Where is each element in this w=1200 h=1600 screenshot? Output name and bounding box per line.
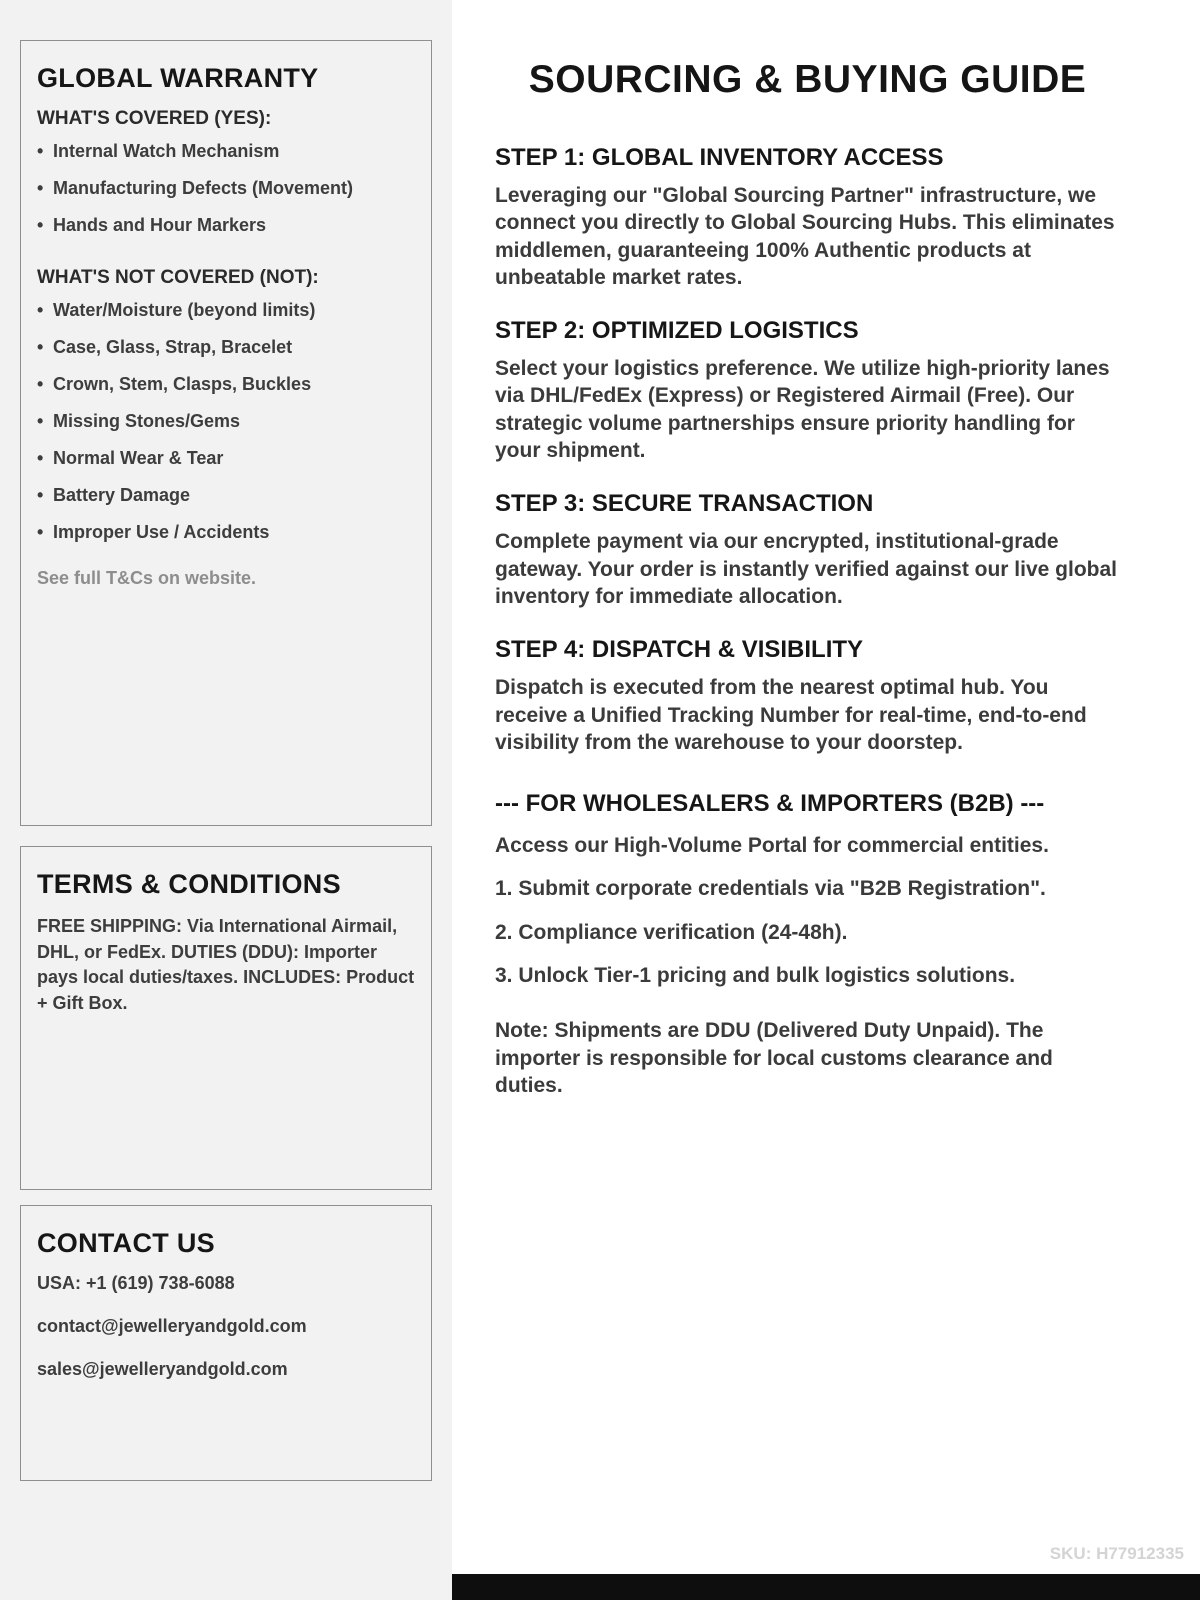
list-item: • Hands and Hour Markers bbox=[37, 214, 415, 237]
b2b-intro: Access our High-Volume Portal for commercial entities. bbox=[495, 834, 1049, 858]
contact-panel bbox=[20, 1205, 432, 1481]
b2b-heading: --- FOR WHOLESALERS & IMPORTERS (B2B) --- bbox=[495, 790, 1045, 818]
warranty-footnote: See full T&Cs on website. bbox=[37, 568, 257, 589]
warranty-not-covered-list bbox=[37, 299, 415, 544]
b2b-note: Note: Shipments are DDU (Delivered Duty Unpaid). The importer is responsible for local customs clearance and duties. bbox=[495, 1019, 1053, 1097]
step-1-body: Leveraging our "Global Sourcing Partner" infrastructure, we connect you directly to Global Sourcing Hubs. This eliminates middlemen, guaranteeing 100% Authentic products at unbeatable market rates. bbox=[495, 184, 1115, 289]
list-item: • Internal Watch Mechanism bbox=[37, 140, 415, 163]
sidebar bbox=[0, 0, 452, 1600]
warranty-covered-heading: WHAT'S COVERED (YES): bbox=[37, 108, 272, 129]
step-4-heading: STEP 4: DISPATCH & VISIBILITY bbox=[495, 636, 864, 664]
list-item: • Missing Stones/Gems bbox=[37, 410, 415, 433]
step-3-heading: STEP 3: SECURE TRANSACTION bbox=[495, 490, 874, 518]
list-item: • Improper Use / Accidents bbox=[37, 521, 415, 544]
terms-title: TERMS & CONDITIONS bbox=[37, 869, 341, 899]
list-item: • Crown, Stem, Clasps, Buckles bbox=[37, 373, 415, 396]
terms-panel bbox=[20, 846, 432, 1190]
sku-label: SKU: H77912335 bbox=[1049, 1544, 1184, 1563]
warranty-title: GLOBAL WARRANTY bbox=[37, 63, 319, 93]
step-2-section bbox=[495, 317, 1120, 464]
sales-email: sales@jewelleryandgold.com bbox=[37, 1359, 288, 1379]
warranty-covered-list bbox=[37, 140, 415, 237]
warranty-panel bbox=[20, 40, 432, 826]
step-4-section bbox=[495, 636, 1120, 756]
step-4-body: Dispatch is executed from the nearest optimal hub. You receive a Unified Tracking Number for real-time, end-to-end visibility from the warehouse to your doorstep. bbox=[495, 676, 1087, 754]
step-2-heading: STEP 2: OPTIMIZED LOGISTICS bbox=[495, 317, 859, 345]
step-3-section bbox=[495, 490, 1120, 610]
terms-body: FREE SHIPPING: Via International Airmail, DHL, or FedEx. DUTIES (DDU): Importer pays local duties/taxes. INCLUDES: Product + Gift Box. bbox=[37, 916, 415, 1013]
list-item: • Normal Wear & Tear bbox=[37, 447, 415, 470]
b2b-item-2: 2. Compliance verification (24-48h). bbox=[495, 920, 848, 944]
step-2-body: Select your logistics preference. We utilize high-priority lanes via DHL/FedEx (Express) or Registered Airmail (Free). Our strategic volume partnerships ensure priority handling for your shipment. bbox=[495, 357, 1110, 463]
list-item: • Battery Damage bbox=[37, 484, 415, 507]
contact-phone: USA: +1 (619) 738-6088 bbox=[37, 1273, 235, 1293]
list-item: • Water/Moisture (beyond limits) bbox=[37, 299, 415, 322]
step-1-heading: STEP 1: GLOBAL INVENTORY ACCESS bbox=[495, 144, 944, 171]
main-content bbox=[495, 58, 1120, 1099]
contact-title: CONTACT US bbox=[37, 1228, 215, 1258]
footer-bar bbox=[452, 1574, 1200, 1600]
step-3-body: Complete payment via our encrypted, institutional-grade gateway. Your order is instantly verified against our live global inventory for immediate allocation. bbox=[495, 530, 1118, 608]
list-item: • Manufacturing Defects (Movement) bbox=[37, 177, 415, 200]
step-1-section bbox=[495, 144, 1120, 291]
contact-email: contact@jewelleryandgold.com bbox=[37, 1316, 307, 1336]
b2b-item-1: 1. Submit corporate credentials via "B2B Registration". bbox=[495, 877, 1046, 901]
list-item: • Case, Glass, Strap, Bracelet bbox=[37, 336, 415, 359]
b2b-item-3: 3. Unlock Tier-1 pricing and bulk logistics solutions. bbox=[495, 964, 1016, 988]
warranty-not-covered-heading: WHAT'S NOT COVERED (NOT): bbox=[37, 267, 319, 289]
page-title: SOURCING & BUYING GUIDE bbox=[528, 58, 1087, 101]
